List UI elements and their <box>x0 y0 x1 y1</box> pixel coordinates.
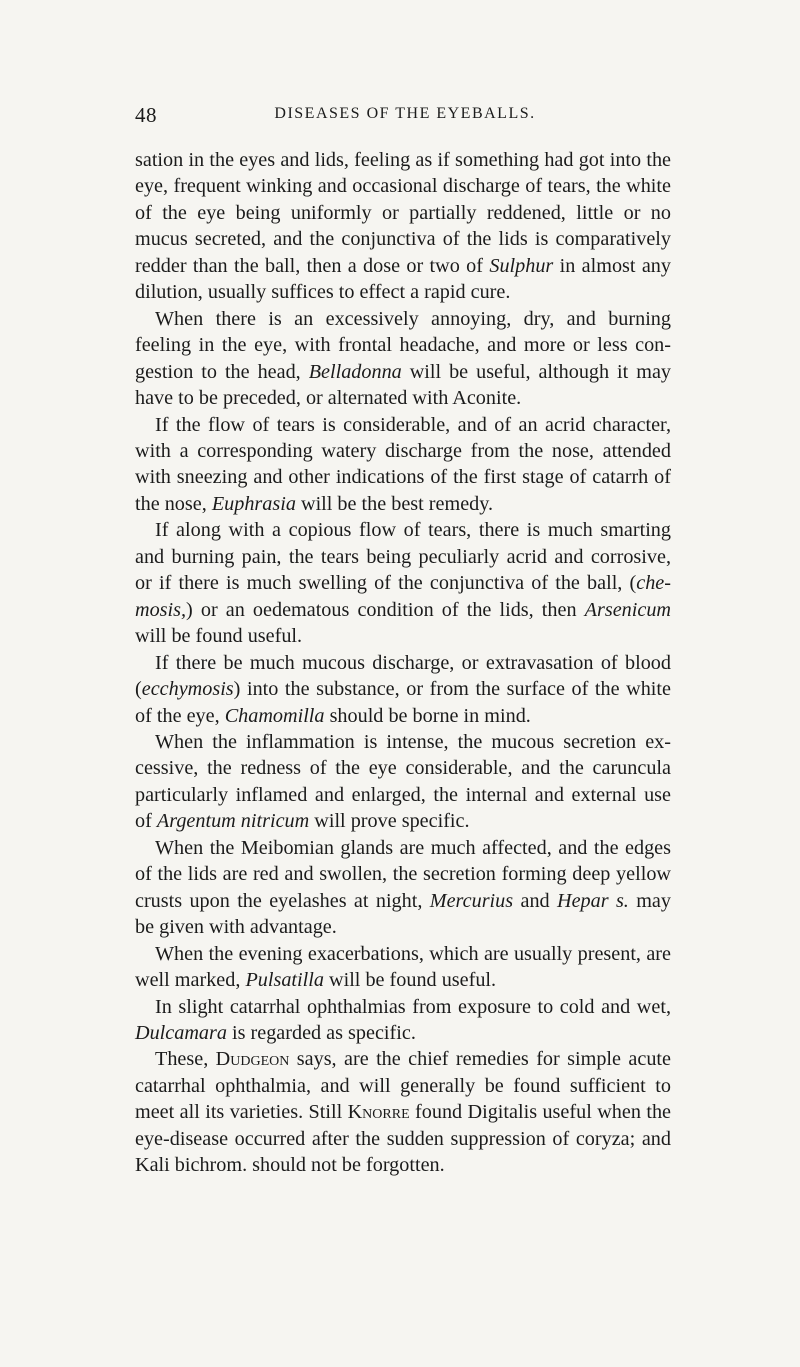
text-run: In slight catarrhal ophthalmias from exposure to cold and wet, <box>155 995 671 1018</box>
text-run: will be useful, although it may have to be preceded, or alternated with Aconite. <box>135 360 671 410</box>
text-run: If there be much mucous discharge, or extravasation of blood ( <box>135 651 671 701</box>
italic-term: Dulcamara <box>135 1021 227 1044</box>
text-run: ) into the substance, or from the surface of the white of the eye, <box>135 678 671 727</box>
text-run: found Digitalis useful when the eye-disease occurred after the sudden suppression of coryza; and Kali bichrom. should not be forgotten. <box>135 1101 671 1177</box>
paragraph <box>135 650 671 729</box>
text-run: says, are the chief remedies for simple acute catarrhal ophthalmia, and will generally be found sufficient to meet all its varieties. Still <box>135 1048 672 1124</box>
text-run: When the evening exacerbations, which are usually present, are well marked, <box>135 942 671 992</box>
italic-term: Pulsatilla <box>245 969 324 992</box>
italic-term: Chamomilla <box>224 704 325 727</box>
text-run: will be found useful. <box>135 625 303 648</box>
italic-term: Belladonna <box>308 360 402 383</box>
paragraph <box>135 517 671 649</box>
text-run: ) or an oedematous condition of the lids, then <box>186 598 585 621</box>
text-run: and <box>513 889 557 912</box>
text-run: in almost any dilution, usually suffices to effect a rapid cure. <box>135 254 671 304</box>
italic-term: Sulphur <box>489 254 554 277</box>
paragraph <box>135 147 671 306</box>
text-run: When the Meibomian glands are much affected, and the edges of the lids are red and swollen, the secretion forming deep yellow crusts upon the eyelashes at night, <box>135 836 671 912</box>
running-title: DISEASES OF THE EYEBALLS. <box>274 105 536 122</box>
text-run: sation in the eyes and lids, feeling as if something had got into the eye, frequent winking and occasional discharge of tears, the white of the eye being uniformly or partially reddened, little or no mucus secreted, and the conjunctiva of the lids is comparatively redder than the ball, then a dose or two of <box>135 149 671 277</box>
italic-term: Arsenicum <box>584 598 671 621</box>
text-run: will prove specific. <box>309 810 470 833</box>
text-run: will be the best remedy. <box>295 492 494 515</box>
italic-term: Mercurius <box>429 889 514 912</box>
page-header <box>135 103 675 133</box>
text-run: When there is an excessively annoying, dry, and burning feeling in the eye, with frontal headache, and more or less con gestion to the head, <box>135 307 671 383</box>
text-run: These, <box>155 1048 216 1071</box>
paragraph <box>135 1046 671 1178</box>
text-run: When the inflammation is intense, the mucous secretion ex cessive, the redness of the eye considerable, and the caruncula particularly inflamed and enlarged, the internal and external use of <box>135 730 671 833</box>
author-name: Knorre <box>347 1101 410 1124</box>
paragraph <box>135 941 671 994</box>
text-run: should be borne in mind. <box>324 704 531 727</box>
text-run: is regarded as specific. <box>226 1021 416 1044</box>
text-run: If along with a copious flow of tears, there is much smarting and burning pain, the tears being peculiarly acrid and corrosive, or if there is much swelling of the conjunctiva of the ball, ( <box>135 519 671 595</box>
paragraph <box>135 306 671 412</box>
text-run: If the flow of tears is considerable, and of an acrid character, with a corresponding watery discharge from the nose, attended with sneezing and other indications of the first stage of catarrh of the nose, <box>135 413 671 515</box>
italic-term: Hepar s. <box>557 889 629 912</box>
text-run: may be given with advantage. <box>135 889 671 939</box>
paragraph <box>135 835 671 941</box>
italic-term: Euphrasia <box>211 492 296 515</box>
body-text <box>135 147 671 1179</box>
italic-term: ecchymosis <box>141 678 234 701</box>
paragraph <box>135 412 671 518</box>
italic-term: che mosis, <box>135 572 671 621</box>
page-number: 48 <box>135 103 157 127</box>
paragraph <box>135 994 671 1047</box>
paragraph <box>135 729 671 835</box>
text-run: will be found useful. <box>323 969 497 992</box>
author-name: Dudgeon <box>215 1048 290 1071</box>
italic-term: Argentum nitricum <box>156 810 310 833</box>
